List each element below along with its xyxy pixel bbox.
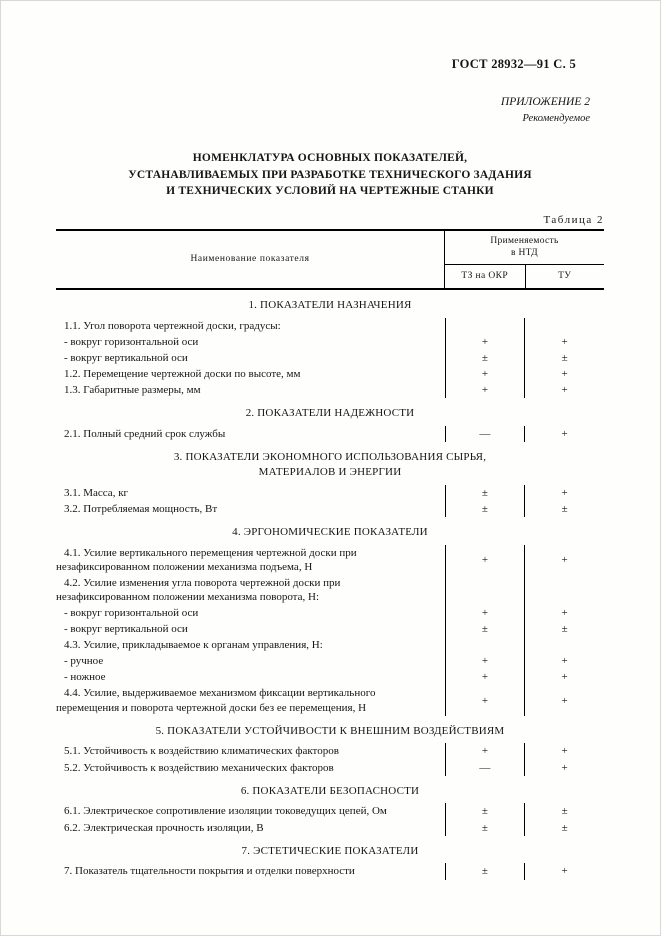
table-row — [56, 863, 604, 879]
section-row — [56, 442, 604, 485]
table-row — [56, 621, 604, 637]
value-tu: + — [524, 382, 604, 398]
section-heading-line2: МАТЕРИАЛОВ И ЭНЕРГИИ — [258, 465, 402, 478]
value-tz-okr: ± — [445, 863, 525, 879]
value-tz-okr: ± — [445, 350, 525, 366]
value-tu: ± — [524, 803, 604, 819]
value-tu: + — [524, 426, 604, 442]
indicator-name: 1.3. Габаритные размеры, мм — [64, 384, 201, 397]
value-tz-okr: ± — [445, 820, 525, 836]
indicator-name: 2.1. Полный средний срок службы — [64, 427, 226, 440]
table-row — [56, 803, 604, 819]
value-tz-okr: + — [445, 334, 525, 350]
col-header-tu: ТУ — [525, 265, 605, 288]
section-row — [56, 776, 604, 804]
value-tu: + — [524, 545, 604, 575]
value-tz-okr: — — [445, 426, 525, 442]
value-tz-okr: + — [445, 685, 525, 715]
section-heading: 2. ПОКАЗАТЕЛИ НАДЕЖНОСТИ — [245, 407, 415, 420]
annex-label — [56, 94, 604, 126]
value-tz-okr: — — [445, 760, 525, 776]
page-header-standard-number: ГОСТ 28932—91 С. 5 — [451, 57, 576, 71]
indicator-name: 3.2. Потребляемая мощность, Вт — [64, 502, 218, 515]
section-heading: 1. ПОКАЗАТЕЛИ НАЗНАЧЕНИЯ — [248, 298, 412, 311]
value-tu: + — [524, 685, 604, 715]
table-row — [56, 350, 604, 366]
table-row — [56, 605, 604, 621]
indicator-name: - вокруг горизонтальной оси — [64, 335, 199, 348]
value-tz-okr: + — [445, 669, 525, 685]
title-line-1: НОМЕНКЛАТУРА ОСНОВНЫХ ПОКАЗАТЕЛЕЙ, — [192, 151, 468, 164]
value-tz-okr: + — [445, 653, 525, 669]
value-tz-okr: + — [445, 743, 525, 759]
value-tz-okr — [445, 318, 525, 334]
value-tu: + — [524, 485, 604, 501]
value-tu: + — [524, 760, 604, 776]
value-tu: + — [524, 653, 604, 669]
value-tu: + — [524, 366, 604, 382]
section-row — [56, 398, 604, 426]
table-row — [56, 426, 604, 442]
value-tz-okr: ± — [445, 621, 525, 637]
indicator-name: - вокруг вертикальной оси — [64, 351, 188, 364]
document-title — [56, 150, 604, 200]
table-row — [56, 545, 604, 575]
value-tu: ± — [524, 501, 604, 517]
section-row — [56, 836, 604, 864]
value-tu: ± — [524, 820, 604, 836]
value-tu — [524, 575, 604, 605]
indicator-name: 5.2. Устойчивость к воздействию механических факторов — [64, 761, 334, 774]
indicator-name: 3.1. Масса, кг — [64, 486, 129, 499]
col-group-header-line2: в НТД — [511, 248, 538, 259]
value-tu: + — [524, 334, 604, 350]
section-row — [56, 716, 604, 744]
indicator-name: 4.3. Усилие, прикладываемое к органам управления, Н: — [64, 639, 323, 652]
value-tz-okr: + — [445, 366, 525, 382]
value-tu — [524, 318, 604, 334]
table-row — [56, 501, 604, 517]
table-row — [56, 485, 604, 501]
table-row — [56, 334, 604, 350]
value-tz-okr: ± — [445, 501, 525, 517]
title-line-2: УСТАНАВЛИВАЕМЫХ ПРИ РАЗРАБОТКЕ ТЕХНИЧЕСКОГО ЗАДАНИЯ — [128, 168, 532, 181]
table-row — [56, 820, 604, 836]
col-group-applicability — [444, 231, 604, 288]
col-group-header-line1: Применяемость — [490, 236, 559, 247]
indicator-name: 7. Показатель тщательности покрытия и отделки поверхности — [64, 865, 355, 878]
value-tu — [524, 637, 604, 653]
table-row — [56, 637, 604, 653]
section-heading: 7. ЭСТЕТИЧЕСКИЕ ПОКАЗАТЕЛИ — [241, 844, 419, 857]
indicator-name: 6.1. Электрическое сопротивление изоляции токоведущих цепей, Ом — [64, 805, 387, 818]
value-tu: + — [524, 669, 604, 685]
annex-number: ПРИЛОЖЕНИЕ 2 — [500, 96, 590, 108]
value-tu: + — [524, 743, 604, 759]
table-label: Таблица 2 — [543, 213, 604, 226]
indicator-name: - ножное — [64, 671, 106, 684]
title-line-3: И ТЕХНИЧЕСКИХ УСЛОВИЙ НА ЧЕРТЕЖНЫЕ СТАНКИ — [166, 185, 494, 198]
annex-status: Рекомендуемое — [522, 112, 590, 124]
table-row — [56, 653, 604, 669]
table-row — [56, 669, 604, 685]
table-row — [56, 685, 604, 715]
col-group-header — [445, 231, 604, 265]
table-row — [56, 575, 604, 605]
table-row — [56, 382, 604, 398]
indicator-name: 1.1. Угол поворота чертежной доски, градусы: — [64, 319, 281, 332]
indicator-name: 6.2. Электрическая прочность изоляции, В — [64, 821, 264, 834]
section-heading: 3. ПОКАЗАТЕЛИ ЭКОНОМНОГО ИСПОЛЬЗОВАНИЯ СЫРЬЯ, — [173, 451, 487, 464]
indicator-name: 4.4. Усилие, выдерживаемое механизмом фиксации вертикального перемещения и поворота чертежной доски без ее перемещения, Н — [56, 687, 376, 714]
value-tz-okr: + — [445, 545, 525, 575]
indicator-name: - ручное — [64, 655, 104, 668]
section-heading: 6. ПОКАЗАТЕЛИ БЕЗОПАСНОСТИ — [240, 784, 420, 797]
value-tz-okr: ± — [445, 803, 525, 819]
section-row — [56, 290, 604, 318]
section-heading: 4. ЭРГОНОМИЧЕСКИЕ ПОКАЗАТЕЛИ — [232, 525, 428, 538]
value-tz-okr — [445, 575, 525, 605]
table-row — [56, 743, 604, 759]
value-tu: ± — [524, 350, 604, 366]
value-tu: ± — [524, 621, 604, 637]
table-row — [56, 760, 604, 776]
sub-header-row — [445, 265, 604, 288]
col-header-indicator-name: Наименование показателя — [190, 254, 310, 265]
indicator-name: 4.2. Усилие изменения угла поворота чертежной доски при незафиксированном положении механизма поворота, Н: — [56, 576, 341, 603]
value-tz-okr: + — [445, 605, 525, 621]
table-header — [56, 231, 604, 290]
value-tz-okr — [445, 637, 525, 653]
section-heading: 5. ПОКАЗАТЕЛИ УСТОЙЧИВОСТИ К ВНЕШНИМ ВОЗДЕЙСТВИЯМ — [155, 724, 505, 737]
value-tz-okr: + — [445, 382, 525, 398]
section-row — [56, 517, 604, 545]
indicator-name: 5.1. Устойчивость к воздействию климатических факторов — [64, 745, 339, 758]
indicator-name: 1.2. Перемещение чертежной доски по высоте, мм — [64, 367, 301, 380]
indicator-name: 4.1. Усилие вертикального перемещения чертежной доски при незафиксированном положении механизма подъема, Н — [56, 546, 357, 573]
col-header-tz-okr: ТЗ на ОКР — [461, 271, 509, 282]
value-tu: + — [524, 863, 604, 879]
table-row — [56, 366, 604, 382]
table-body — [56, 290, 604, 880]
value-tu: + — [524, 605, 604, 621]
indicator-name: - вокруг вертикальной оси — [64, 623, 188, 636]
indicator-name: - вокруг горизонтальной оси — [64, 607, 199, 620]
indicators-table — [56, 229, 604, 880]
table-row — [56, 318, 604, 334]
value-tz-okr: ± — [445, 485, 525, 501]
